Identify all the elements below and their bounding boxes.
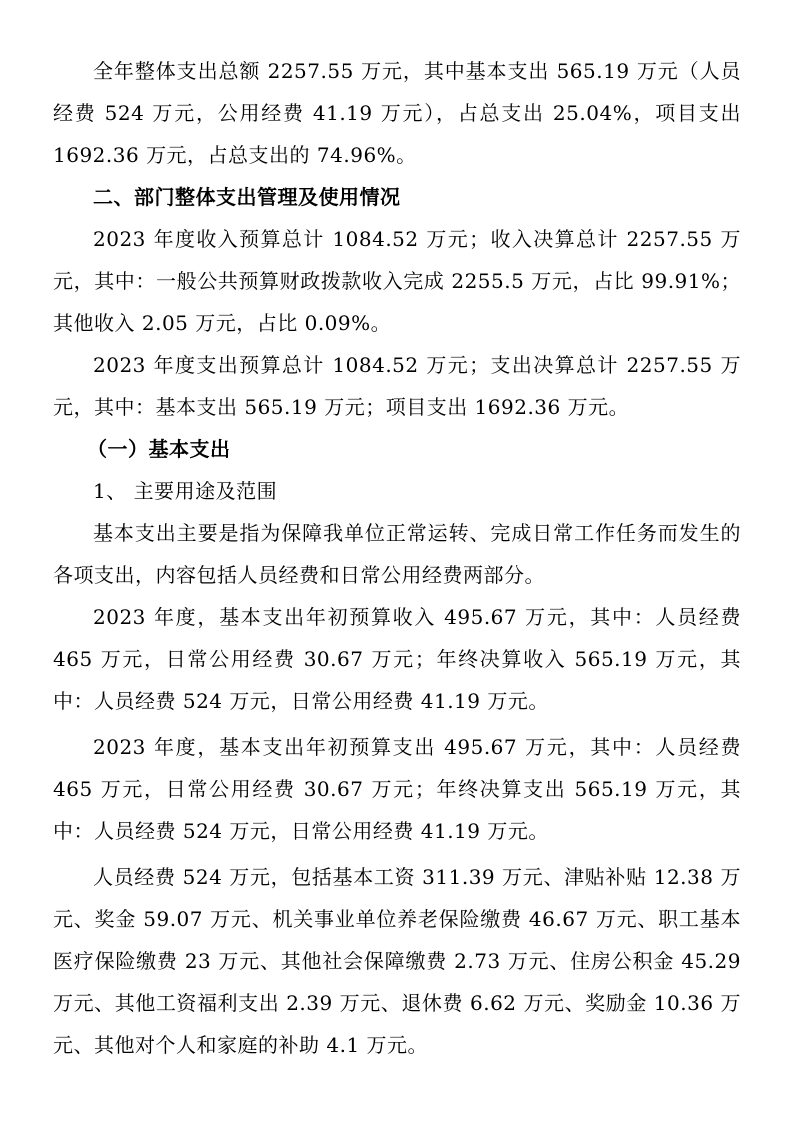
paragraph-total-expenditure: 全年整体支出总额 2257.55 万元，其中基本支出 565.19 万元（人员经费 524 万元，公用经费 41.19 万元），占总支出 25.04%，项目支出 1692.36 万元，占总支出的 74.96%。 [53, 59, 741, 167]
section-heading-management: 二、部门整体支出管理及使用情况 [93, 185, 401, 209]
document-page [53, 50, 741, 1066]
paragraph-basic-expenditure-definition: 基本支出主要是指为保障我单位正常运转、完成日常工作任务而发生的各项支出，内容包括人员经费和日常公用经费两部分。 [53, 521, 741, 587]
item-heading-usage-scope: 1、 主要用途及范围 [93, 479, 278, 503]
paragraph-income-budget: 2023 年度收入预算总计 1084.52 万元；收入决算总计 2257.55 万元，其中：一般公共预算财政拨款收入完成 2255.5 万元，占比 99.91%；其他收入 2.05 万元，占比 0.09%。 [53, 227, 741, 335]
paragraph-basic-expenditure-2023: 2023 年度，基本支出年初预算支出 495.67 万元，其中：人员经费 465 万元，日常公用经费 30.67 万元；年终决算支出 565.19 万元，其中：人员经费 524 万元，日常公用经费 41.19 万元。 [53, 735, 741, 843]
paragraph-expenditure-budget: 2023 年度支出预算总计 1084.52 万元；支出决算总计 2257.55 万元，其中：基本支出 565.19 万元；项目支出 1692.36 万元。 [53, 353, 741, 419]
paragraph-basic-income-2023: 2023 年度，基本支出年初预算收入 495.67 万元，其中：人员经费 465 万元，日常公用经费 30.67 万元；年终决算收入 565.19 万元，其中：人员经费 524 万元，日常公用经费 41.19 万元。 [53, 605, 741, 713]
subsection-heading-basic-expenditure: （一）基本支出 [87, 437, 231, 461]
paragraph-personnel-expenses: 人员经费 524 万元，包括基本工资 311.39 万元、津贴补贴 12.38 万元、奖金 59.07 万元、机关事业单位养老保险缴费 46.67 万元、职工基本医疗保险缴费 23 万元、其他社会保障缴费 2.73 万元、住房公积金 45.29 万元、其他工资福利支出 2.39 万元、退休费 6.62 万元、奖励金 10.36 万元、其他对个人和家庭的补助 4.1 万元。 [53, 865, 741, 1057]
